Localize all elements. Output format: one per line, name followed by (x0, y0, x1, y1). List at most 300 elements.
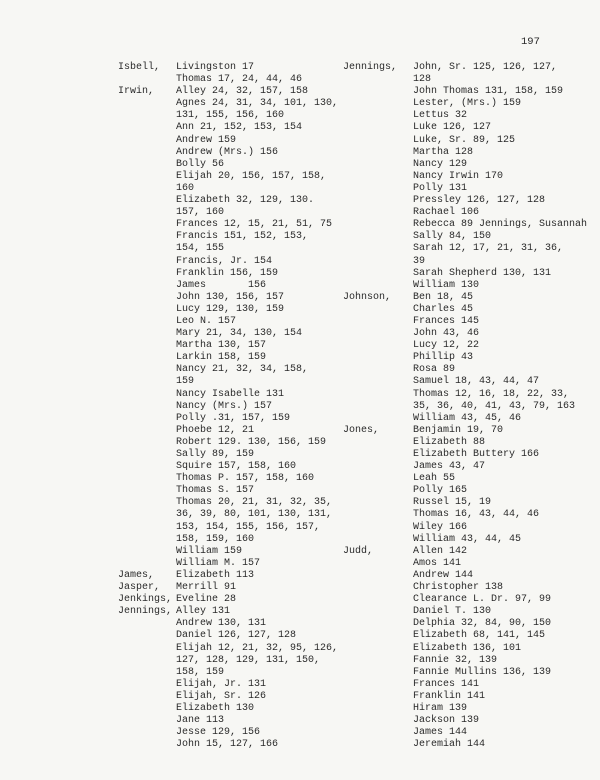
page-references (218, 630, 296, 642)
surname-label: Jennings, (118, 606, 173, 618)
index-entry (413, 691, 593, 703)
page-references (449, 485, 467, 497)
given-name: William (413, 279, 462, 291)
page-references (236, 703, 254, 715)
given-name: Delphia (413, 618, 462, 630)
page-references (212, 280, 266, 292)
page-reference-line: 130, 131 (503, 267, 552, 279)
index-entry (413, 618, 593, 630)
page-reference-line: 131, 158, 159 (485, 86, 564, 98)
page-reference-line: 12, 17, 21, 31, 36, (449, 243, 564, 255)
page-references (485, 86, 563, 98)
page-reference-line: 158, 159, 160 (176, 533, 255, 545)
given-name: Hiram (413, 702, 450, 714)
page-reference-line: 32, 139 (455, 654, 498, 666)
index-entry (413, 630, 593, 642)
given-name: Squire (176, 461, 219, 473)
page-references (176, 110, 343, 122)
page-reference-line: 43, 46 (443, 328, 480, 340)
given-name: Elizabeth Buttery (413, 449, 522, 460)
given-name: Rosa (413, 364, 444, 376)
page-references (455, 497, 491, 509)
index-entry (413, 86, 593, 98)
page-references (176, 655, 343, 679)
page-reference-line: 157, 160 (176, 207, 225, 219)
given-name: Ben (413, 291, 438, 303)
page-references (461, 534, 521, 546)
given-name: Robert (176, 436, 219, 448)
page-reference-line: 127, 128, 129, 131, 150, (176, 654, 321, 666)
given-name: Andrew (176, 134, 219, 146)
page-references (449, 703, 467, 715)
entry-list (413, 546, 593, 752)
page-references (218, 340, 266, 352)
given-name: Nancy (176, 364, 213, 376)
given-name: William (176, 545, 225, 557)
page-reference-line: 145 (461, 315, 480, 327)
page-references (242, 558, 260, 570)
page-reference-line: 136, 101 (473, 642, 522, 654)
page-references (449, 461, 485, 473)
given-name: John Thomas (413, 86, 486, 98)
page-references (218, 135, 236, 147)
index-entry (413, 304, 593, 316)
index-entry (176, 231, 343, 255)
index-entry (176, 715, 343, 727)
surname-group (343, 546, 593, 752)
page-reference-line: 129, 156 (212, 727, 261, 739)
given-name: Daniel T. (413, 606, 474, 618)
index-entry (176, 389, 343, 401)
given-name: John (176, 739, 207, 751)
entry-list (176, 570, 343, 582)
entry-first-line (176, 497, 343, 509)
given-name: James (176, 279, 213, 291)
page-reference-line: 130, 157 (218, 340, 267, 352)
page-reference-line: 28 (224, 594, 237, 606)
given-name: John, Sr. (413, 62, 474, 73)
surname-label: Judd, (343, 545, 374, 557)
page-references (212, 86, 308, 98)
given-name: Elijah (176, 170, 219, 182)
index-entry (176, 62, 343, 74)
entry-list (176, 606, 343, 751)
index-entry (413, 643, 593, 655)
given-name: Fannie (413, 654, 456, 666)
page-reference-line: 157, 158, 160 (218, 461, 297, 473)
given-name: Alley (176, 606, 213, 618)
page-reference-line: 157 (242, 557, 261, 569)
index-entry (176, 147, 343, 159)
index-column-right (343, 62, 593, 751)
index-entry (176, 437, 343, 449)
page-reference-line: 144 (467, 739, 486, 751)
surname-group (118, 582, 343, 594)
page-references (449, 183, 467, 195)
given-name: Polly (176, 412, 213, 424)
given-name: Alley (176, 86, 213, 98)
page-reference-line: 159 (176, 376, 195, 388)
page-reference-line: 157, 158, 160 (236, 473, 315, 485)
page-references (212, 449, 254, 461)
page-references (461, 413, 521, 425)
page-reference-line: 20, 21, 31, 32, 35, (218, 497, 333, 509)
surname-label: Johnson, (343, 291, 392, 303)
page-reference-line: 12, 21 (218, 424, 255, 436)
given-name: Merrill (176, 582, 225, 594)
index-entry (176, 340, 343, 352)
index-entry (176, 364, 343, 388)
page-references (443, 340, 479, 352)
page-reference-line: 20, 156, 157, 158, (218, 170, 327, 182)
index-entry (413, 98, 593, 110)
page-references (224, 582, 236, 594)
given-name: Franklin (176, 267, 231, 279)
page-reference-line: 166 (449, 521, 468, 533)
page-reference-line: 158, 159 (218, 352, 267, 364)
index-entry (176, 449, 343, 461)
page-reference-line: 130 (236, 702, 255, 714)
index-entry (176, 292, 343, 304)
index-entry (176, 570, 343, 582)
page-references (236, 570, 254, 582)
given-name: Ann (176, 122, 201, 134)
page-references (218, 425, 254, 437)
index-entry (176, 630, 343, 642)
surname-group (118, 86, 343, 570)
page-references (467, 739, 485, 751)
page-references (212, 413, 290, 425)
page-references (461, 316, 479, 328)
page-references (443, 364, 455, 376)
index-entry (413, 606, 593, 618)
page-references (455, 376, 539, 388)
page-reference-line: 130 (473, 606, 492, 618)
page-references (449, 159, 467, 171)
page-references (461, 352, 473, 364)
index-entry (413, 207, 593, 219)
given-name: Thomas (413, 509, 456, 521)
page-references (461, 715, 479, 727)
page-reference-line: 55 (443, 473, 456, 485)
index-entry (413, 461, 593, 473)
page-reference-line: 153, 154, 155, 156, 157, (176, 521, 321, 533)
entry-first-line (413, 62, 593, 74)
page-reference-line: 106 (461, 207, 480, 219)
index-entry (413, 219, 593, 231)
given-name: Jackson (413, 715, 462, 727)
index-entry (413, 122, 593, 134)
index-entry (176, 135, 343, 147)
index-entry (176, 352, 343, 364)
page-references (236, 473, 314, 485)
index-entry (176, 497, 343, 545)
index-entry (413, 473, 593, 485)
page-reference-line: .31, 157, 159 (212, 412, 291, 424)
index-entry (413, 497, 593, 509)
index-entry (176, 74, 343, 86)
given-name: Eveline (176, 594, 225, 606)
given-name: Martha (176, 340, 219, 352)
given-name: Elijah, Sr. (176, 690, 249, 702)
page-reference-line: 139 (449, 702, 468, 714)
index-entry (413, 110, 593, 122)
entry-first-line (176, 195, 343, 207)
given-name: Leo N. (176, 315, 219, 327)
page-references (206, 739, 278, 751)
page-references (455, 509, 539, 521)
page-number: 197 (521, 36, 540, 48)
given-name: Andrew (176, 618, 219, 630)
page-references (206, 292, 284, 304)
page-reference-line: 129. 130, 156, 159 (218, 436, 327, 448)
index-entry (176, 594, 343, 606)
index-entry (413, 231, 593, 243)
index-entry (176, 473, 343, 485)
page-reference-line: 129 (449, 158, 468, 170)
given-name: Nancy Isabelle (176, 388, 267, 400)
given-name: Phoebe (176, 424, 219, 436)
page-references (461, 280, 479, 292)
page-references (443, 328, 479, 340)
index-entry (176, 304, 343, 316)
index-entry (413, 739, 593, 751)
index-entry (176, 86, 343, 98)
page-reference-line: 12, 15, 21, 51, 75 (224, 219, 333, 231)
given-name: Phillip (413, 352, 462, 364)
page-reference-line: 126, 127 (443, 122, 492, 134)
page-reference-line: 89 (443, 364, 456, 376)
page-references (176, 207, 343, 219)
given-name: Franklin (413, 690, 468, 702)
index-entry (176, 485, 343, 497)
page-references (503, 667, 551, 679)
page-reference-line: 160 (176, 182, 195, 194)
page-references (443, 122, 491, 134)
page-references (230, 268, 278, 280)
given-name: Allen (413, 545, 450, 557)
page-references (206, 715, 224, 727)
page-reference-line: 56 (212, 158, 225, 170)
page-reference-line: 43 (461, 352, 474, 364)
page-reference-line: 89 Jennings, Susannah (461, 219, 588, 231)
entry-first-line (413, 243, 593, 255)
page-reference-line: 136, 139 (503, 666, 552, 678)
page-references (248, 691, 266, 703)
page-references (485, 171, 503, 183)
index-entry (413, 727, 593, 739)
index-entry (413, 376, 593, 388)
given-name: Charles (413, 303, 462, 315)
given-name: Lettus (413, 110, 456, 122)
given-name: Elijah, Jr. (176, 678, 249, 690)
index-entry (176, 546, 343, 558)
index-entry (176, 425, 343, 437)
page-references (218, 74, 302, 86)
index-entry (413, 183, 593, 195)
page-references (473, 437, 485, 449)
index-entry (413, 485, 593, 497)
page-reference-line: 130 (461, 279, 480, 291)
given-name: William (413, 533, 462, 545)
page-references (467, 425, 503, 437)
page-references (461, 618, 551, 630)
index-entry (413, 546, 593, 558)
surname-label: Jasper, (118, 582, 161, 594)
given-name: Thomas S. (176, 485, 237, 497)
page-reference-line: 138 (485, 582, 504, 594)
page-references (473, 135, 515, 147)
index-entry (176, 401, 343, 413)
page-reference-line: 16, 43, 44, 46 (455, 509, 540, 521)
given-name: Fannie Mullins (413, 666, 504, 678)
given-name: Frances (176, 219, 225, 231)
entry-first-line (176, 364, 343, 376)
index-entry (176, 582, 343, 594)
index-entry (413, 195, 593, 207)
index-entry (413, 340, 593, 352)
page-reference-line: 170 (485, 170, 504, 182)
given-name: Francis (176, 231, 225, 243)
page-references (437, 292, 473, 304)
index-entry (413, 667, 593, 679)
entry-list (176, 86, 343, 570)
page-reference-line: 97, 99 (515, 594, 552, 606)
index-entry (413, 268, 593, 280)
given-name: Agnes (176, 98, 213, 110)
page-reference-line: 88 (473, 436, 486, 448)
page-references (461, 207, 479, 219)
given-name: Rebecca (413, 219, 462, 231)
given-name: Jesse (176, 727, 213, 739)
index-entry (413, 655, 593, 667)
given-name: Mary (176, 328, 207, 340)
page-reference-line: 15, 19 (455, 497, 492, 509)
page-reference-line: 12, 21, 32, 95, 126, (218, 642, 339, 654)
page-references (449, 522, 467, 534)
index-entry (413, 582, 593, 594)
given-name: Nancy (Mrs.) (176, 400, 255, 412)
page-references (254, 401, 272, 413)
page-references (413, 74, 593, 86)
given-name: William M. (176, 557, 243, 569)
page-reference-line: 84, 150 (449, 231, 492, 243)
page-references (176, 376, 343, 388)
surname-label: James, (118, 569, 155, 581)
page-reference-line: 35, 36, 40, 41, 43, 79, 163 (413, 400, 576, 412)
surname-label: Jones, (343, 424, 380, 436)
page-references (212, 727, 260, 739)
page-references (206, 328, 302, 340)
given-name: Thomas (176, 497, 219, 509)
page-reference-line: 157 (236, 485, 255, 497)
page-references (503, 268, 551, 280)
entry-list (176, 582, 343, 594)
index-entry (413, 413, 593, 425)
entry-first-line (176, 171, 343, 183)
index-entry (176, 328, 343, 340)
page-references (443, 558, 461, 570)
page-reference-line: 125, 126, 127, (473, 62, 558, 73)
page-references (212, 606, 230, 618)
index-entry (176, 122, 343, 134)
page-reference-line: 126, 127, 128 (467, 195, 546, 207)
page-references (176, 509, 343, 545)
given-name: Thomas (176, 74, 219, 86)
given-name: Livingston (176, 62, 243, 73)
index-entry (176, 316, 343, 328)
given-name: Elijah (176, 642, 219, 654)
index-entry (413, 171, 593, 183)
page-references (455, 110, 467, 122)
page-reference-line: 142 (449, 545, 468, 557)
page-reference-line: 130, 131 (218, 618, 267, 630)
given-name: Elizabeth (413, 642, 474, 654)
index-entry (176, 159, 343, 171)
page-references (473, 606, 491, 618)
page-reference-line: 32, 84, 90, 150 (461, 618, 552, 630)
given-name: Nancy Irwin (413, 170, 486, 182)
given-name: Nancy (413, 158, 450, 170)
entry-list (413, 62, 593, 292)
given-name: Amos (413, 557, 444, 569)
page-references (455, 147, 473, 159)
page-reference-line: 159 (224, 545, 243, 557)
index-entry (176, 618, 343, 630)
page-reference-line: 139 (461, 715, 480, 727)
given-name: Lucy (413, 340, 444, 352)
index-entry (413, 594, 593, 606)
index-entry (176, 413, 343, 425)
given-name: Elizabeth (176, 195, 237, 207)
entry-first-line (176, 231, 343, 243)
page-reference-line: 19, 70 (467, 424, 504, 436)
page-reference-line: 154 (254, 255, 273, 267)
page-reference-line: 144 (455, 569, 474, 581)
given-name: Leah (413, 473, 444, 485)
page-reference-line: 156 (212, 279, 267, 291)
given-name: Elizabeth (413, 630, 474, 642)
page-references (218, 618, 266, 630)
page-references (218, 461, 296, 473)
index-entry (176, 679, 343, 691)
page-references (461, 304, 473, 316)
page-references (521, 449, 539, 461)
index-entry (413, 389, 593, 413)
page-reference-line: 131 (212, 606, 231, 618)
page-reference-line: 128 (455, 146, 474, 158)
entry-list (413, 292, 593, 425)
page-reference-line: 15, 127, 166 (206, 739, 279, 751)
index-entry (176, 256, 343, 268)
page-reference-line: 159 (503, 98, 522, 110)
page-references (218, 316, 236, 328)
page-references (260, 147, 278, 159)
page-reference-line: 43, 47 (449, 461, 486, 473)
given-name: Frances (413, 315, 462, 327)
page-reference-line: 24, 31, 34, 101, 130, (212, 98, 339, 110)
index-entry (413, 352, 593, 364)
page-reference-line: 128 (413, 74, 432, 86)
given-name: Benjamin (413, 424, 468, 436)
page-references (449, 231, 491, 243)
page-references (515, 594, 551, 606)
page-reference-line: 32, 129, 130. (236, 195, 315, 207)
page-reference-line: 113 (236, 569, 255, 581)
page-references (443, 473, 455, 485)
index-entry (413, 292, 593, 304)
page-references (224, 219, 332, 231)
